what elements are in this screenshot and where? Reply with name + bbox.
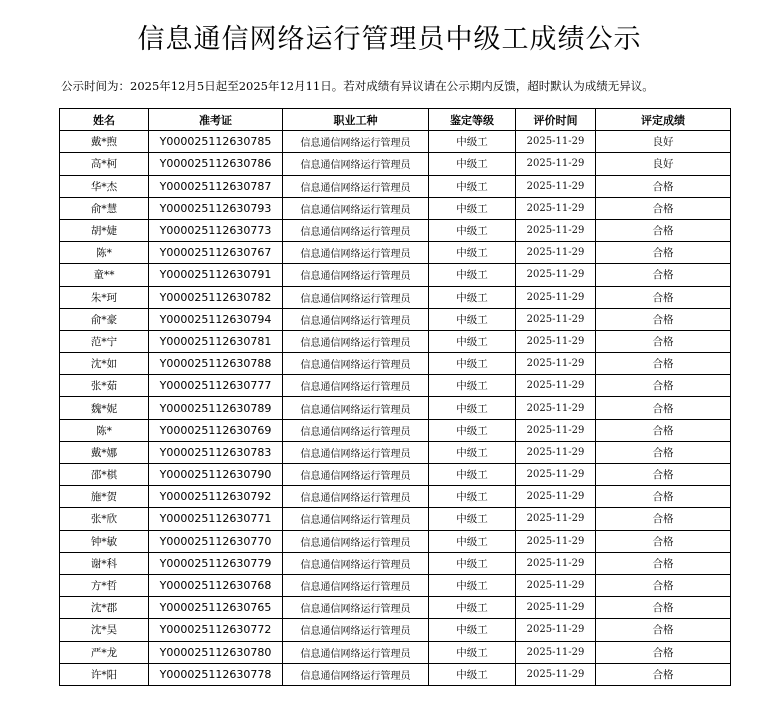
cell-level: 中级工 xyxy=(429,242,516,264)
cell-level: 中级工 xyxy=(429,597,516,619)
table-row xyxy=(60,641,731,663)
cell-level: 中级工 xyxy=(429,464,516,486)
cell-name: 沈*如 xyxy=(60,353,149,375)
cell-level: 中级工 xyxy=(429,530,516,552)
cell-occupation: 信息通信网络运行管理员 xyxy=(283,486,429,508)
cell-eval-date: 2025-11-29 xyxy=(516,397,596,419)
table-row xyxy=(60,464,731,486)
cell-exam-id: Y000025112630783 xyxy=(149,441,283,463)
cell-result: 合格 xyxy=(596,397,731,419)
cell-exam-id: Y000025112630788 xyxy=(149,353,283,375)
cell-level: 中级工 xyxy=(429,663,516,685)
header-level: 鉴定等级 xyxy=(429,109,516,131)
cell-result: 合格 xyxy=(596,574,731,596)
table-row xyxy=(60,574,731,596)
cell-eval-date: 2025-11-29 xyxy=(516,353,596,375)
cell-name: 谢*科 xyxy=(60,552,149,574)
cell-occupation: 信息通信网络运行管理员 xyxy=(283,131,429,153)
table-header-row xyxy=(60,109,731,131)
cell-eval-date: 2025-11-29 xyxy=(516,419,596,441)
cell-name: 许*阳 xyxy=(60,663,149,685)
cell-result: 合格 xyxy=(596,508,731,530)
cell-eval-date: 2025-11-29 xyxy=(516,508,596,530)
cell-occupation: 信息通信网络运行管理员 xyxy=(283,663,429,685)
cell-result: 合格 xyxy=(596,219,731,241)
cell-result: 良好 xyxy=(596,131,731,153)
table-row xyxy=(60,530,731,552)
cell-level: 中级工 xyxy=(429,175,516,197)
cell-occupation: 信息通信网络运行管理员 xyxy=(283,464,429,486)
cell-exam-id: Y000025112630771 xyxy=(149,508,283,530)
cell-result: 良好 xyxy=(596,153,731,175)
table-row xyxy=(60,131,731,153)
cell-exam-id: Y000025112630782 xyxy=(149,286,283,308)
cell-name: 俞*慧 xyxy=(60,197,149,219)
cell-eval-date: 2025-11-29 xyxy=(516,197,596,219)
cell-exam-id: Y000025112630770 xyxy=(149,530,283,552)
cell-result: 合格 xyxy=(596,197,731,219)
cell-name: 张*茹 xyxy=(60,375,149,397)
cell-eval-date: 2025-11-29 xyxy=(516,286,596,308)
cell-level: 中级工 xyxy=(429,264,516,286)
table-row xyxy=(60,441,731,463)
header-exam-id: 准考证 xyxy=(149,109,283,131)
cell-name: 戴*煦 xyxy=(60,131,149,153)
cell-result: 合格 xyxy=(596,286,731,308)
table-row xyxy=(60,308,731,330)
cell-eval-date: 2025-11-29 xyxy=(516,597,596,619)
cell-occupation: 信息通信网络运行管理员 xyxy=(283,530,429,552)
cell-exam-id: Y000025112630794 xyxy=(149,308,283,330)
cell-exam-id: Y000025112630778 xyxy=(149,663,283,685)
cell-exam-id: Y000025112630781 xyxy=(149,330,283,352)
header-occupation: 职业工种 xyxy=(283,109,429,131)
cell-name: 陈* xyxy=(60,419,149,441)
cell-name: 高*柯 xyxy=(60,153,149,175)
cell-occupation: 信息通信网络运行管理员 xyxy=(283,242,429,264)
cell-eval-date: 2025-11-29 xyxy=(516,641,596,663)
cell-level: 中级工 xyxy=(429,486,516,508)
cell-name: 沈*昊 xyxy=(60,619,149,641)
cell-eval-date: 2025-11-29 xyxy=(516,530,596,552)
cell-level: 中级工 xyxy=(429,153,516,175)
cell-occupation: 信息通信网络运行管理员 xyxy=(283,308,429,330)
cell-exam-id: Y000025112630780 xyxy=(149,641,283,663)
cell-name: 俞*豪 xyxy=(60,308,149,330)
cell-occupation: 信息通信网络运行管理员 xyxy=(283,219,429,241)
table-row xyxy=(60,619,731,641)
cell-occupation: 信息通信网络运行管理员 xyxy=(283,619,429,641)
cell-name: 施*贺 xyxy=(60,486,149,508)
cell-eval-date: 2025-11-29 xyxy=(516,375,596,397)
cell-eval-date: 2025-11-29 xyxy=(516,264,596,286)
cell-occupation: 信息通信网络运行管理员 xyxy=(283,574,429,596)
cell-eval-date: 2025-11-29 xyxy=(516,308,596,330)
table-row xyxy=(60,597,731,619)
cell-level: 中级工 xyxy=(429,353,516,375)
cell-occupation: 信息通信网络运行管理员 xyxy=(283,197,429,219)
cell-name: 方*哲 xyxy=(60,574,149,596)
cell-eval-date: 2025-11-29 xyxy=(516,131,596,153)
table-row xyxy=(60,397,731,419)
cell-exam-id: Y000025112630768 xyxy=(149,574,283,596)
cell-eval-date: 2025-11-29 xyxy=(516,464,596,486)
cell-name: 严*龙 xyxy=(60,641,149,663)
cell-occupation: 信息通信网络运行管理员 xyxy=(283,330,429,352)
cell-result: 合格 xyxy=(596,175,731,197)
cell-level: 中级工 xyxy=(429,552,516,574)
cell-exam-id: Y000025112630787 xyxy=(149,175,283,197)
table-row xyxy=(60,508,731,530)
cell-eval-date: 2025-11-29 xyxy=(516,242,596,264)
cell-name: 朱*珂 xyxy=(60,286,149,308)
cell-occupation: 信息通信网络运行管理员 xyxy=(283,441,429,463)
cell-name: 沈*郡 xyxy=(60,597,149,619)
cell-level: 中级工 xyxy=(429,308,516,330)
cell-exam-id: Y000025112630785 xyxy=(149,131,283,153)
cell-occupation: 信息通信网络运行管理员 xyxy=(283,353,429,375)
cell-result: 合格 xyxy=(596,330,731,352)
cell-occupation: 信息通信网络运行管理员 xyxy=(283,419,429,441)
notice-text: 公示时间为：2025年12月5日起至2025年12月11日。若对成绩有异议请在公示期内反馈，超时默认为成绩无异议。 xyxy=(61,79,654,93)
table-row xyxy=(60,175,731,197)
table-row xyxy=(60,330,731,352)
cell-result: 合格 xyxy=(596,264,731,286)
cell-level: 中级工 xyxy=(429,286,516,308)
cell-name: 陈* xyxy=(60,242,149,264)
cell-level: 中级工 xyxy=(429,419,516,441)
cell-eval-date: 2025-11-29 xyxy=(516,552,596,574)
cell-name: 童** xyxy=(60,264,149,286)
cell-exam-id: Y000025112630790 xyxy=(149,464,283,486)
cell-level: 中级工 xyxy=(429,441,516,463)
cell-exam-id: Y000025112630789 xyxy=(149,397,283,419)
table-row xyxy=(60,663,731,685)
cell-exam-id: Y000025112630767 xyxy=(149,242,283,264)
cell-exam-id: Y000025112630769 xyxy=(149,419,283,441)
header-eval-date: 评价时间 xyxy=(516,109,596,131)
table-row xyxy=(60,419,731,441)
cell-result: 合格 xyxy=(596,597,731,619)
cell-result: 合格 xyxy=(596,242,731,264)
table-body xyxy=(60,131,731,686)
cell-eval-date: 2025-11-29 xyxy=(516,175,596,197)
cell-eval-date: 2025-11-29 xyxy=(516,663,596,685)
cell-result: 合格 xyxy=(596,419,731,441)
results-table xyxy=(59,108,731,686)
cell-result: 合格 xyxy=(596,552,731,574)
cell-name: 范*宁 xyxy=(60,330,149,352)
cell-eval-date: 2025-11-29 xyxy=(516,441,596,463)
cell-occupation: 信息通信网络运行管理员 xyxy=(283,375,429,397)
cell-occupation: 信息通信网络运行管理员 xyxy=(283,597,429,619)
cell-eval-date: 2025-11-29 xyxy=(516,574,596,596)
cell-name: 张*欣 xyxy=(60,508,149,530)
cell-level: 中级工 xyxy=(429,641,516,663)
table-row xyxy=(60,375,731,397)
cell-exam-id: Y000025112630773 xyxy=(149,219,283,241)
header-name: 姓名 xyxy=(60,109,149,131)
page-title: 信息通信网络运行管理员中级工成绩公示 xyxy=(137,24,642,55)
cell-level: 中级工 xyxy=(429,397,516,419)
table-row xyxy=(60,219,731,241)
cell-result: 合格 xyxy=(596,308,731,330)
table-row xyxy=(60,242,731,264)
cell-occupation: 信息通信网络运行管理员 xyxy=(283,397,429,419)
cell-exam-id: Y000025112630793 xyxy=(149,197,283,219)
cell-eval-date: 2025-11-29 xyxy=(516,153,596,175)
cell-name: 邵*棋 xyxy=(60,464,149,486)
table-row xyxy=(60,353,731,375)
cell-occupation: 信息通信网络运行管理员 xyxy=(283,508,429,530)
table-row xyxy=(60,286,731,308)
cell-result: 合格 xyxy=(596,486,731,508)
cell-level: 中级工 xyxy=(429,330,516,352)
cell-level: 中级工 xyxy=(429,375,516,397)
cell-exam-id: Y000025112630791 xyxy=(149,264,283,286)
cell-name: 胡*婕 xyxy=(60,219,149,241)
cell-exam-id: Y000025112630779 xyxy=(149,552,283,574)
cell-exam-id: Y000025112630777 xyxy=(149,375,283,397)
cell-occupation: 信息通信网络运行管理员 xyxy=(283,552,429,574)
cell-exam-id: Y000025112630765 xyxy=(149,597,283,619)
cell-eval-date: 2025-11-29 xyxy=(516,330,596,352)
cell-result: 合格 xyxy=(596,375,731,397)
cell-occupation: 信息通信网络运行管理员 xyxy=(283,153,429,175)
table-row xyxy=(60,486,731,508)
cell-eval-date: 2025-11-29 xyxy=(516,619,596,641)
cell-level: 中级工 xyxy=(429,197,516,219)
cell-name: 华*杰 xyxy=(60,175,149,197)
cell-name: 魏*妮 xyxy=(60,397,149,419)
cell-name: 戴*娜 xyxy=(60,441,149,463)
cell-occupation: 信息通信网络运行管理员 xyxy=(283,286,429,308)
cell-occupation: 信息通信网络运行管理员 xyxy=(283,175,429,197)
cell-result: 合格 xyxy=(596,530,731,552)
cell-exam-id: Y000025112630772 xyxy=(149,619,283,641)
cell-result: 合格 xyxy=(596,641,731,663)
cell-level: 中级工 xyxy=(429,619,516,641)
cell-level: 中级工 xyxy=(429,574,516,596)
table-row xyxy=(60,197,731,219)
cell-result: 合格 xyxy=(596,353,731,375)
cell-level: 中级工 xyxy=(429,131,516,153)
cell-exam-id: Y000025112630786 xyxy=(149,153,283,175)
cell-level: 中级工 xyxy=(429,508,516,530)
cell-name: 钟*敏 xyxy=(60,530,149,552)
cell-result: 合格 xyxy=(596,441,731,463)
cell-result: 合格 xyxy=(596,464,731,486)
cell-result: 合格 xyxy=(596,663,731,685)
header-result: 评定成绩 xyxy=(596,109,731,131)
cell-level: 中级工 xyxy=(429,219,516,241)
cell-eval-date: 2025-11-29 xyxy=(516,219,596,241)
cell-exam-id: Y000025112630792 xyxy=(149,486,283,508)
table-row xyxy=(60,264,731,286)
cell-occupation: 信息通信网络运行管理员 xyxy=(283,264,429,286)
cell-result: 合格 xyxy=(596,619,731,641)
cell-occupation: 信息通信网络运行管理员 xyxy=(283,641,429,663)
table-row xyxy=(60,552,731,574)
cell-eval-date: 2025-11-29 xyxy=(516,486,596,508)
table-row xyxy=(60,153,731,175)
